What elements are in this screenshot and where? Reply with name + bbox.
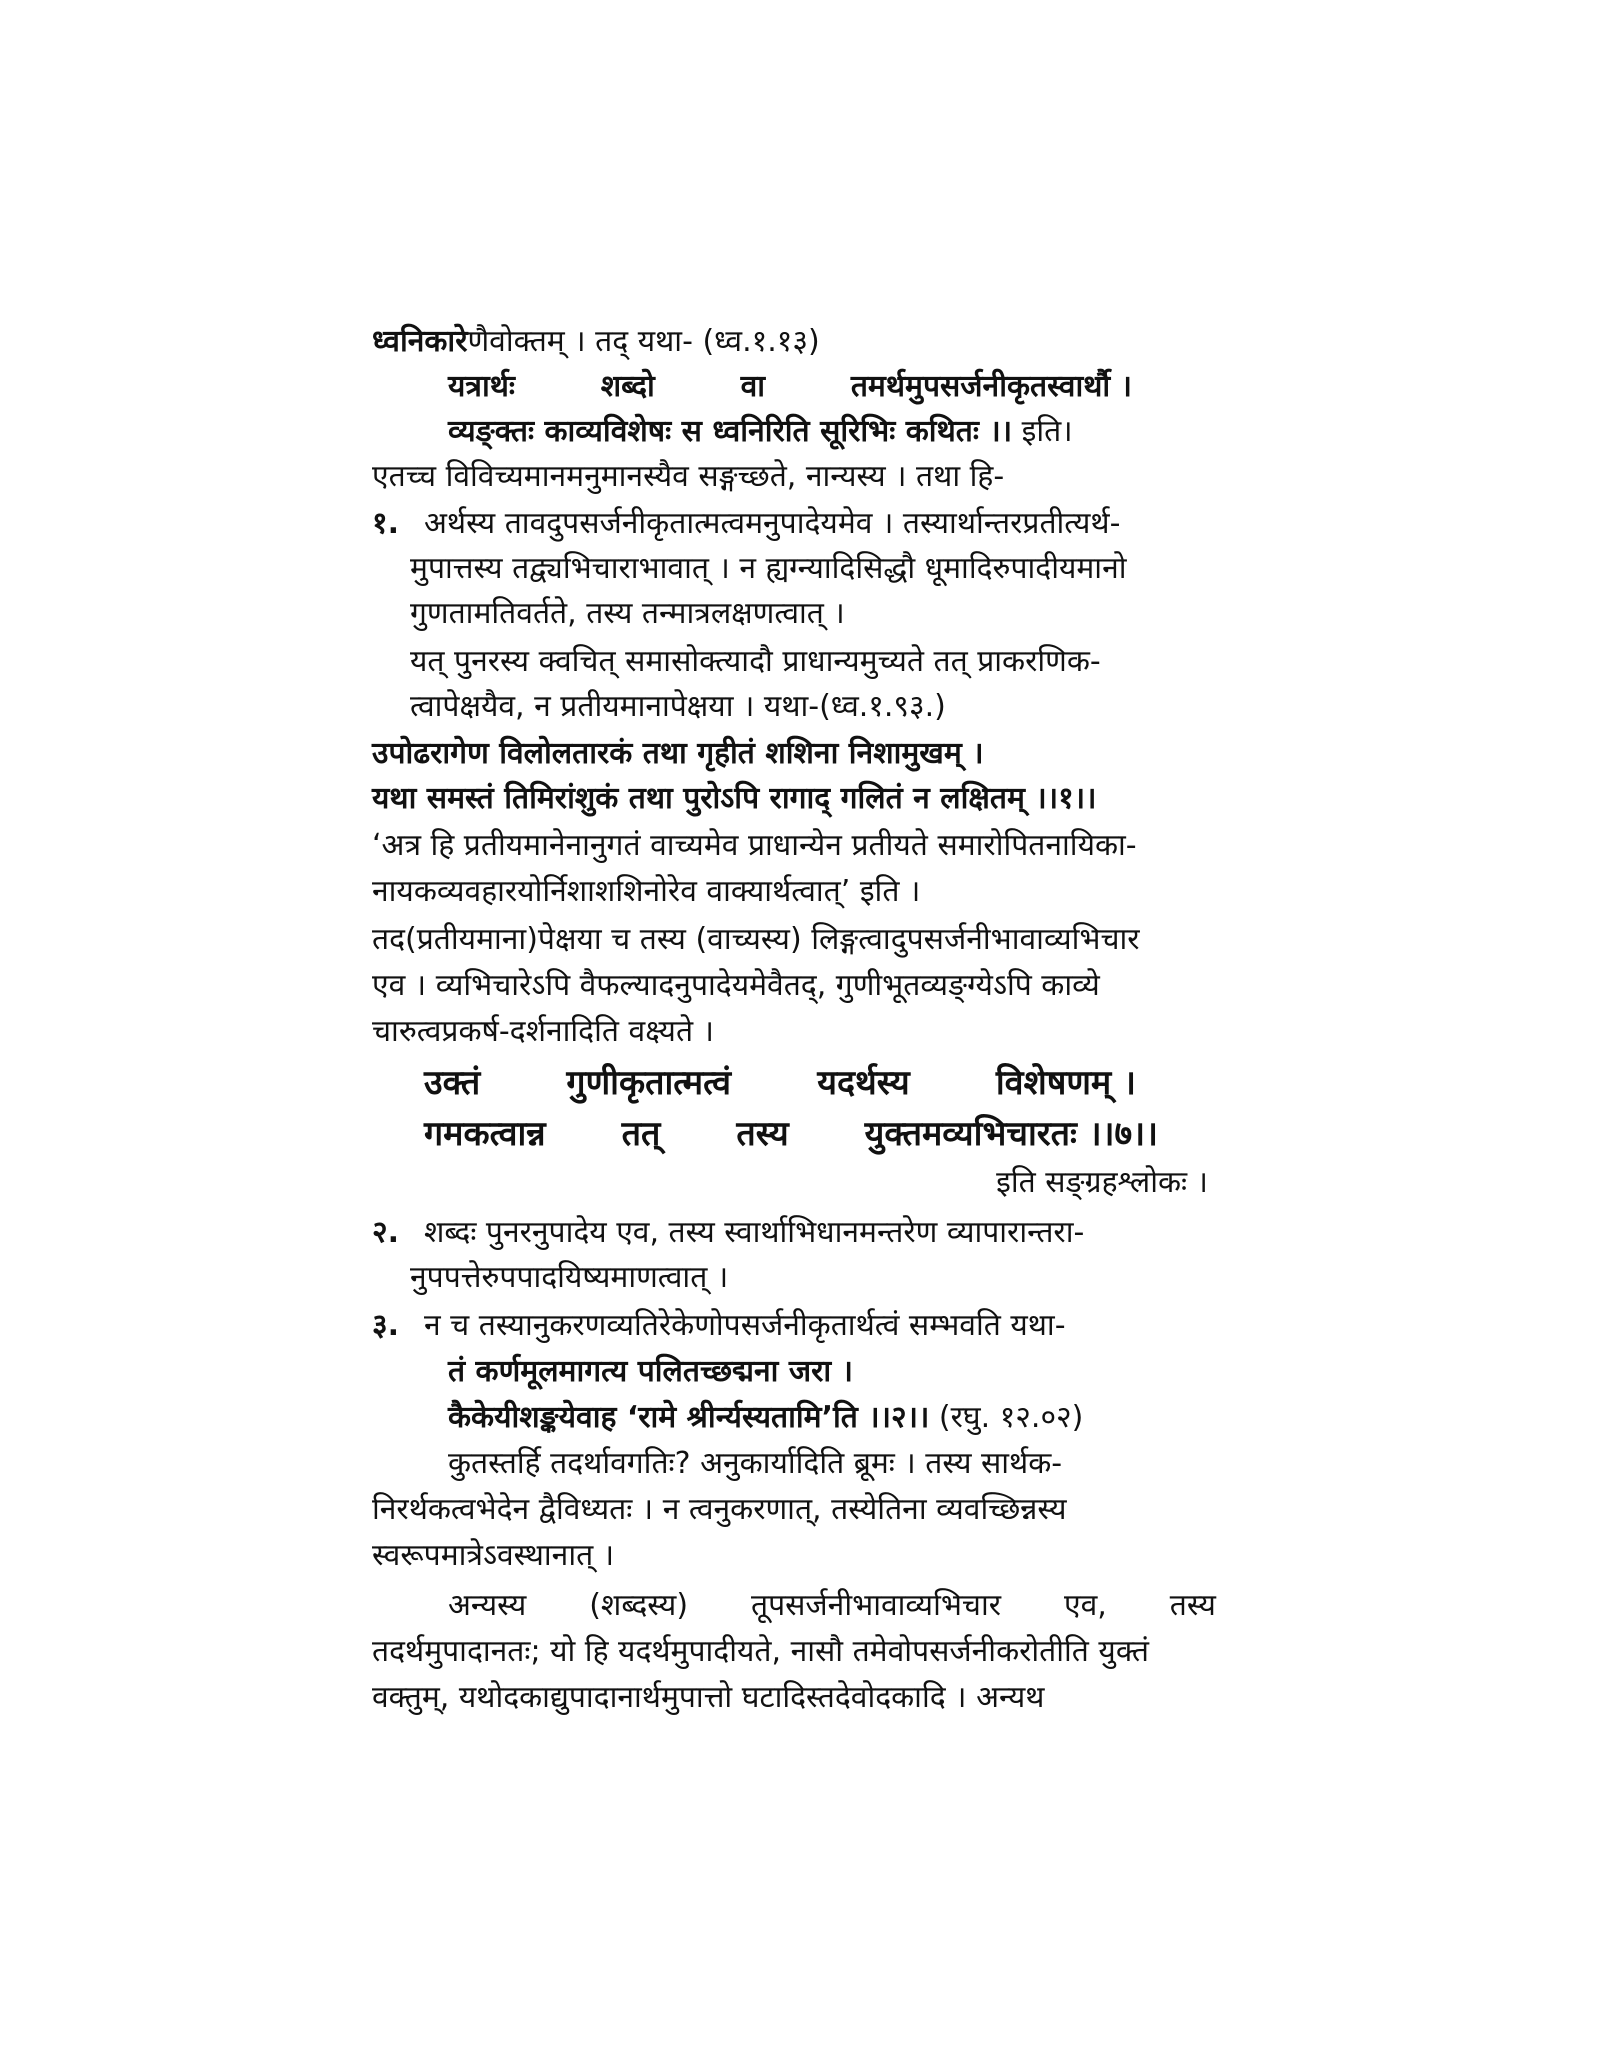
verse-word: तत् — [621, 1114, 661, 1154]
word: तूपसर्जनीभावाव्यभिचार — [751, 1588, 1002, 1623]
text-line: एतच्च विविच्यमानमनुमानस्यैव सङ्गच्छते, नान्यस्य । तथा हि- — [372, 459, 1005, 494]
text-line: तद(प्रतीयमाना)पेक्षया च तस्य (वाच्यस्य) लिङ्गत्वादुपसर्जनीभावाव्यभिचार — [372, 922, 1140, 957]
summary-verse-line — [424, 1111, 1158, 1157]
line-text: इति। — [1012, 414, 1073, 449]
quote-text: कैकेयीशङ्कयेवाह ‘रामे श्रीर्न्यस्यतामि’ति ।।२।। — [448, 1400, 930, 1435]
verse-word: युक्तमव्यभिचारतः ।।७।। — [864, 1114, 1158, 1154]
word: तस्य — [1169, 1588, 1216, 1623]
text-line: न च तस्यानुकरणव्यतिरेकेणोपसर्जनीकृतार्थत्वं सम्भवति यथा- — [424, 1308, 1066, 1343]
text-line: नुपपत्तेरुपपादयिष्यमाणत्वात् । — [410, 1260, 729, 1295]
item-number: २. — [372, 1215, 399, 1250]
verse-word: उक्तं — [424, 1063, 481, 1103]
verse-word: विशेषणम् । — [995, 1063, 1136, 1103]
text-line: निरर्थकत्वभेदेन द्वैविध्यतः । न त्वनुकरणात्, तस्येतिना व्यवच्छिन्नस्य — [372, 1492, 1067, 1527]
verse-word: यदर्थस्य — [817, 1063, 910, 1103]
verse-line — [448, 367, 1132, 407]
text-line: शब्दः पुनरनुपादेय एव, तस्य स्वार्थाभिधानमन्तरेण व्यापारान्तरा- — [424, 1215, 1085, 1250]
text-line: स्वरूपमात्रेऽवस्थानात् । — [372, 1538, 615, 1573]
verse-word: वा — [740, 369, 766, 404]
text-line: एव । व्यभिचारेऽपि वैफल्यादनुपादेयमेवैतद्, गुणीभूतव्यङ्ग्येऽपि काव्ये — [372, 968, 1100, 1003]
text-line — [372, 322, 820, 362]
quote-line: उपोढरागेण विलोलतारकं तथा गृहीतं शशिना निशामुखम् । — [372, 736, 984, 771]
word: अन्यस्य — [448, 1588, 527, 1623]
verse-text: व्यङ्क्तः काव्यविशेषः स ध्वनिरिति सूरिभिः कथितः ।। — [448, 414, 1013, 449]
text-line: तदर्थमुपादानतः; यो हि यदर्थमुपादीयते, नासौ तमेवोपसर्जनीकरोतीति युक्तं — [372, 1634, 1149, 1669]
quote-line: यथा समस्तं तिमिरांशुकं तथा पुरोऽपि रागाद् गलितं न लक्षितम् ।।१।। — [372, 781, 1097, 816]
item-number: १. — [372, 506, 399, 541]
verse-word: शब्दो — [600, 369, 655, 404]
text-line: कुतस्तर्हि तदर्थावगतिः? अनुकार्यादिति ब्रूमः । तस्य सार्थक- — [448, 1446, 1063, 1481]
text-line — [448, 1586, 1216, 1626]
text-line: मुपात्तस्य तद्व्यभिचाराभावात् । न ह्यग्न्यादिसिद्धौ धूमादिरुपादीयमानो — [410, 551, 1127, 586]
text-line: यत् पुनरस्य क्वचित् समासोक्त्यादौ प्राधान्यमुच्यते तत् प्राकरणिक- — [410, 644, 1101, 679]
verse-word: तमर्थमुपसर्जनीकृतस्वार्थौ । — [850, 369, 1132, 404]
bold-term: ध्वनिकारे — [372, 324, 468, 359]
text-line: नायकव्यवहारयोर्निशाशशिनोरेव वाक्यार्थत्वात्’ इति । — [372, 874, 921, 909]
verse-word: गुणीकृतात्मत्वं — [566, 1063, 732, 1103]
citation: (रघु. १२.०२) — [929, 1400, 1084, 1435]
text-line: त्वापेक्षयैव, न प्रतीयमानापेक्षया । यथा-(ध्व.१.९३.) — [410, 689, 946, 724]
text-line: चारुत्वप्रकर्ष-दर्शनादिति वक्ष्यते । — [372, 1014, 714, 1049]
summary-verse-line — [424, 1060, 1136, 1106]
text-line: गुणतामतिवर्तते, तस्य तन्मात्रलक्षणत्वात् । — [410, 596, 845, 631]
text-line: ‘अत्र हि प्रतीयमानेनानुगतं वाच्यमेव प्राधान्येन प्रतीयते समारोपितनायिका- — [372, 828, 1137, 863]
verse-word: यत्रार्थः — [448, 369, 515, 404]
quote-line — [448, 1398, 1083, 1438]
word: एव, — [1064, 1588, 1107, 1623]
item-number: ३. — [372, 1308, 399, 1343]
text-line: अर्थस्य तावदुपसर्जनीकृतात्मत्वमनुपादेयमेव । तस्यार्थान्तरप्रतीत्यर्थ- — [424, 506, 1121, 541]
verse-word: तस्य — [736, 1114, 789, 1154]
verse-word: गमकत्वान्न — [424, 1114, 546, 1154]
word: (शब्दस्य) — [589, 1588, 689, 1623]
text-line: वक्तुम्, यथोदकाद्युपादानार्थमुपात्तो घटादिस्तदेवोदकादि । अन्यथ — [372, 1680, 1045, 1715]
verse-caption: इति सङ्ग्रहश्लोकः । — [996, 1165, 1208, 1200]
line-text: णैवोक्तम् । तद् यथा- (ध्व.१.१३) — [467, 324, 820, 359]
verse-line — [448, 412, 1073, 452]
quote-line: तं कर्णमूलमागत्य पलितच्छद्मना जरा । — [448, 1354, 853, 1389]
